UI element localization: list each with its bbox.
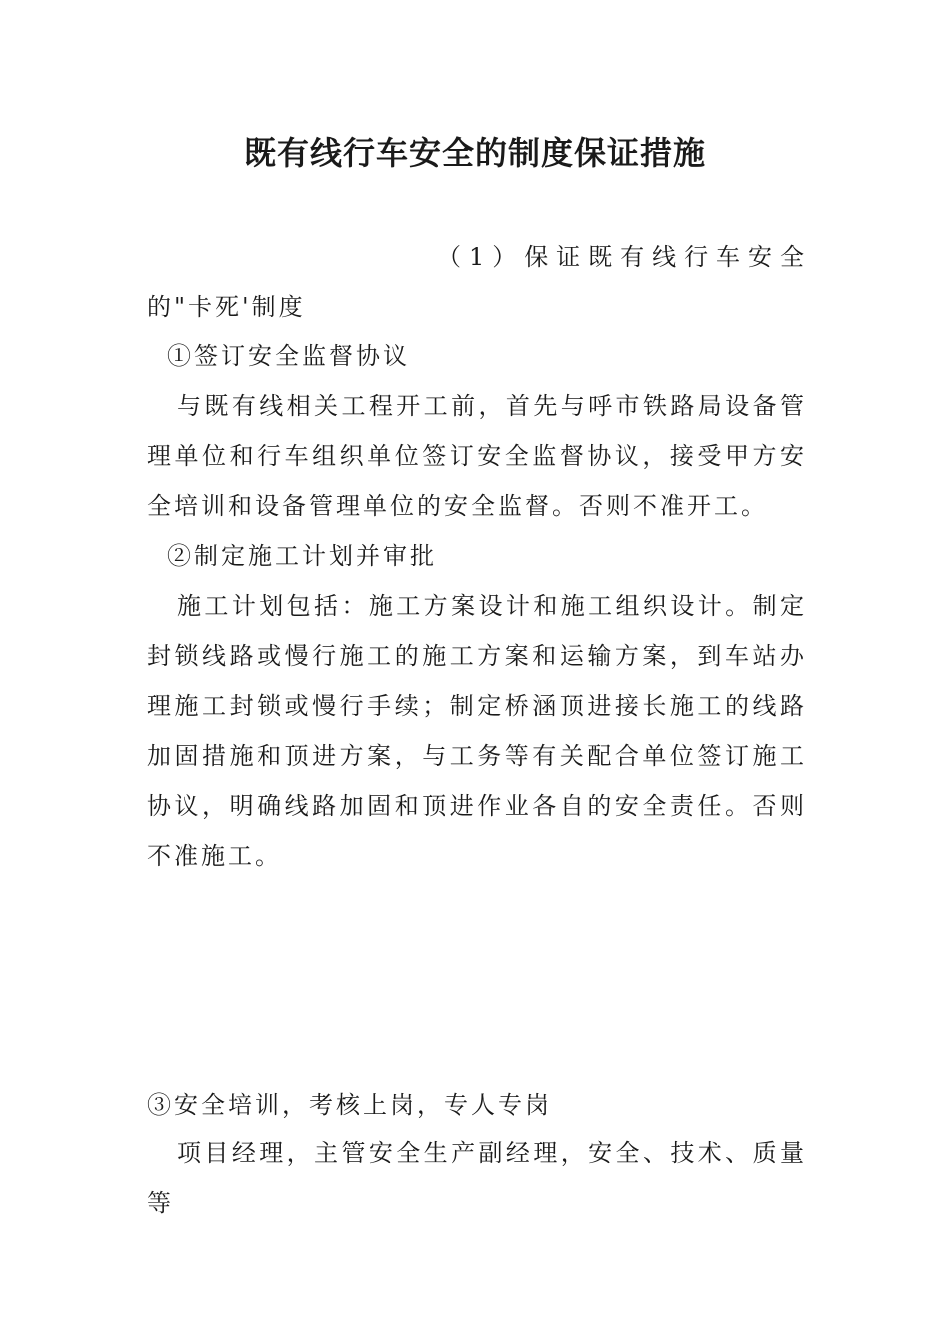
item-heading-1: ①签订安全监督协议 — [167, 342, 410, 370]
item-paragraph-1: 与既有线相关工程开工前，首先与呼市铁路局设备管理单位和行车组织单位签订安全监督协议，接受甲方安全培训和设备管理单位的安全监督。否则不准开工。 — [147, 392, 807, 520]
section-heading: （1）保证既有线行车安全的"卡死'制度 — [147, 243, 807, 321]
document-title: 既有线行车安全的制度保证措施 — [243, 134, 706, 172]
item-heading-3: ③安全培训，考核上岗，专人专岗 — [147, 1091, 552, 1119]
item-paragraph-2: 施工计划包括：施工方案设计和施工组织设计。制定封锁线路或慢行施工的施工方案和运输方案，到车站办理施工封锁或慢行手续；制定桥涵顶进接长施工的线路加固措施和顶进方案，与工务等有关配合单位签订施工协议，明确线路加固和顶进作业各自的安全责任。否则不准施工。 — [147, 592, 807, 870]
item-heading-2: ②制定施工计划并审批 — [167, 542, 437, 570]
item-paragraph-3: 项目经理，主管安全生产副经理，安全、技术、质量等 — [147, 1139, 807, 1217]
